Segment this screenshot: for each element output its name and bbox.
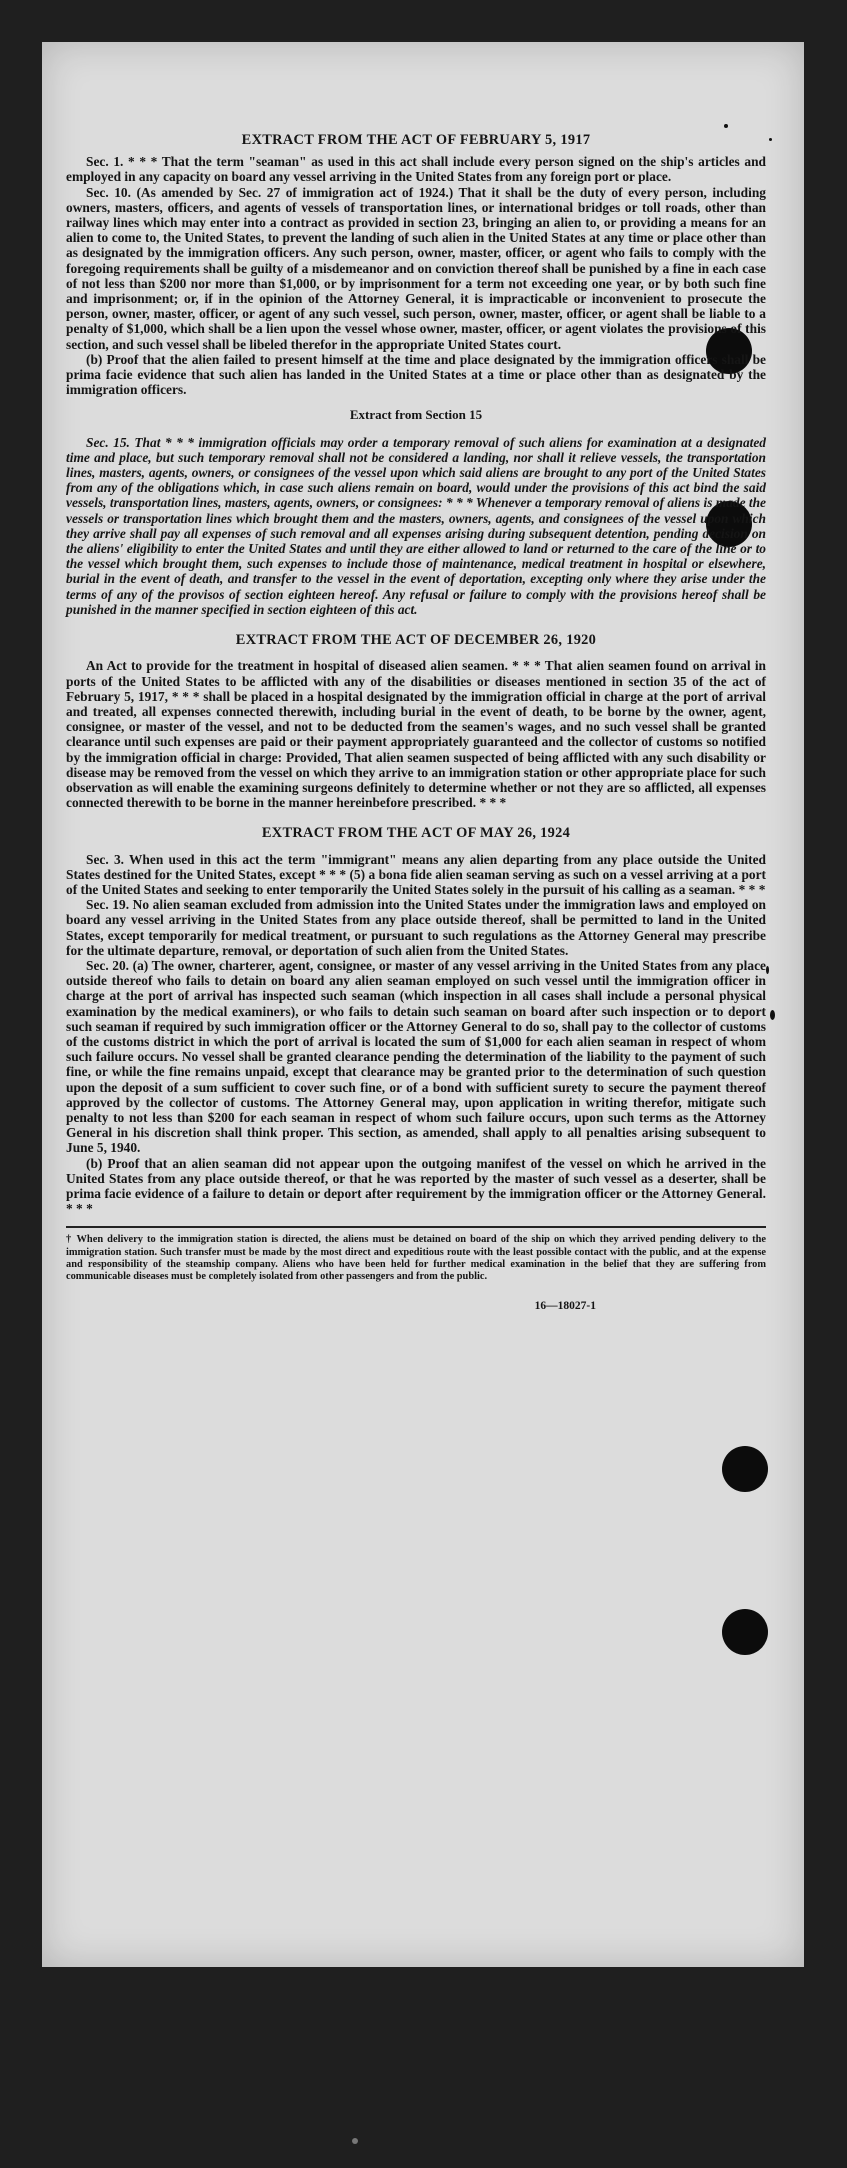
footnote-divider — [66, 1226, 766, 1228]
document-body — [66, 133, 766, 1314]
punch-hole-bottom — [722, 1609, 768, 1655]
section-19-paragraph: Sec. 19. No alien seaman excluded from admission into the United States under the immigration laws and employed on board any vessel arriving in the United States from any place outside thereof, shall be permitted to land in the United States, except temporarily for medical treatment, or pursuant to such regulations as the Attorney General may prescribe for the ultimate departure, removal, or deportation of such alien from the United States. — [66, 897, 766, 958]
scan-speck — [766, 966, 769, 974]
footnote: † When delivery to the immigration station is directed, the aliens must be detained on board of the ship on which they arrived pending delivery to the immigration station. Such transfer must be made by the most direct and expeditious route with the least possible contact with the public, and at the expense and responsibility of the steamship company. Aliens who have been held for further medical examination in the belief that they are suffering from communicable diseases must be completely isolated from other passengers and from the public. — [66, 1234, 766, 1283]
act-1920-heading: EXTRACT FROM THE ACT OF DECEMBER 26, 1920 — [235, 632, 597, 649]
scan-speck — [770, 1010, 775, 1020]
act-1924-heading: EXTRACT FROM THE ACT OF MAY 26, 1924 — [261, 825, 571, 842]
section-10-paragraph: Sec. 10. (As amended by Sec. 27 of immigration act of 1924.) That it shall be the duty of every person, including owners, masters, officers, and agents of vessels of transportation lines, or international bridges or toll roads, other than railway lines which may enter into a contract as provided in section 23, bringing an alien to, or providing a means for an alien to come to, the United States, to prevent the landing of such alien in the United States at any time or place other than as designated by the immigration officers. Any such person, owner, master, officer, or agent who fails to comply with the foregoing requirements shall be guilty of a misdemeanor and on conviction thereof shall be punished by a fine in each case of not less than $200 nor more than $1,000, or by imprisonment for a term not exceeding one year, or by both such fine and imprisonment; or, if in the opinion of the Attorney General, it is impracticable or inconvenient to prosecute the person, owner, master, officer, or agent of any such vessel, such person, owner, master, officer, or agent shall be liable to a penalty of $1,000, which shall be a lien upon the vessel whose owner, master, officer, or agent violates the provisions of this section, and such vessel shall be libeled therefor in the appropriate United States court. — [66, 184, 766, 352]
section-10b-paragraph: (b) Proof that the alien failed to present himself at the time and place designated by the immigration officers shall be prima facie evidence that such alien has landed in the United States at a time or place other than as designated by the immigration officers. — [66, 351, 766, 398]
scan-speck — [769, 138, 772, 141]
section-20b-paragraph: (b) Proof that an alien seaman did not appear upon the outgoing manifest of the vessel on which he arrived in the United States from any place outside thereof, or that he was reported by the master of such vessel as a deserter, shall be prima facie evidence of a failure to detain or deport after requirement by the immigration officer or the Attorney General. * * * — [66, 1155, 766, 1217]
section-15-paragraph: Sec. 15. That * * * immigration officials may order a temporary removal of such aliens for examination at a designated time and place, but such temporary removal shall not be considered a landing, nor shall it relieve vessels, the transportation lines, masters, agents, owners, or consignees of the vessel upon which said aliens are brought to any port of the United States from any of the obligations which, in case such aliens remain on board, would under the provisions of this act bind the said vessels, transportation lines, masters, agents, owners, or consignees: * * * Whenever a temporary removal of aliens is made the vessels or transportation lines which brought them and the masters, owners, agents, and consignees of the vessel upon which they arrive shall pay all expenses of such removal and all expenses arising during subsequent detention, pending decision on the aliens' eligibility to enter the United States and until they are either allowed to land or returned to the care of the line or to the vessel which brought them, such expenses to include those of maintenance, medical treatment in hospital or elsewhere, burial in the event of death, and transfer to the vessel in the event of deportation, excepting only where they arise under the terms of any of the provisos of section eighteen hereof. Any refusal or failure to comply with the provisions hereof shall be punished in the manner specified in section eighteen of this act. — [66, 434, 766, 617]
document-number: 16—18027-1 — [534, 1300, 596, 1313]
section-15-heading: Extract from Section 15 — [349, 407, 483, 423]
section-1-paragraph: Sec. 1. * * * That the term "seaman" as used in this act shall include every person signed on the ship's articles and employed in any capacity on board any vessel arriving in the United States from any foreign port or place. — [66, 154, 766, 185]
section-3-paragraph: Sec. 3. When used in this act the term "immigrant" means any alien departing from any place outside the United States destined for the United States, except * * * (5) a bona fide alien seaman serving as such on a vessel arriving at a port of the United States and seeking to enter temporarily the United States solely in the pursuit of his calling as a seaman. * * * — [66, 851, 766, 897]
section-20a-paragraph: Sec. 20. (a) The owner, charterer, agent, consignee, or master of any vessel arriving in the United States from any place outside thereof who fails to detain on board any alien seaman employed on such vessel until the immigration officer in charge at the port of arrival has inspected such seaman (which inspection in all cases shall include a personal physical examination by the medical examiners), or who fails to detain such seaman on board after such inspection or to deport such seaman if required by such immigration officer or the Attorney General to do so, shall pay to the collector of customs of the customs district in which the port of arrival is located the sum of $1,000 for each alien seaman in respect of whom such failure occurs. No vessel shall be granted clearance pending the determination of the liability to the payment of such fine, or while the fine remains unpaid, except that clearance may be granted prior to the determination of such question upon the deposit of a sum sufficient to cover such fine, or of a bond with sufficient surety to secure the payment thereof approved by the collector of customs. The Attorney General may, upon application in writing therefor, mitigate such penalty to not less than $200 for each seaman in respect of whom such failure occurs, upon such terms as the Attorney General in his discretion shall think proper. This section, as amended, shall apply to all penalties arising subsequent to June 5, 1940. — [66, 957, 766, 1156]
scan-speck — [724, 124, 728, 128]
scan-mark — [352, 2138, 358, 2144]
act-1920-paragraph: An Act to provide for the treatment in hospital of diseased alien seamen. * * * That alien seamen found on arrival in ports of the United States to be afflicted with any of the disabilities or diseases mentioned in section 35 of the act of February 5, 1917, * * * shall be placed in a hospital designated by the immigration official in charge at the port of arrival and treated, all expenses connected therewith, including burial in the event of death, to be borne by the owner, agent, consignee, or master of the vessel, and not to be deducted from the seamen's wages, and no such vessel shall be granted clearance until such expenses are paid or their payment appropriately guaranteed and the collector of customs so notified by the immigration official in charge: Provided, That alien seamen suspected of being afflicted with any such disability or disease may be removed from the vessel on which they arrive to an immigration station or other appropriate place for such observation as will enable the examining surgeons definitely to determine whether or not they are so afflicted, all expenses connected therewith to be borne in the manner hereinbefore prescribed. * * * — [66, 658, 766, 811]
punch-hole-lower-middle — [722, 1446, 768, 1492]
act-1917-heading: EXTRACT FROM THE ACT OF FEBRUARY 5, 1917 — [241, 132, 591, 148]
